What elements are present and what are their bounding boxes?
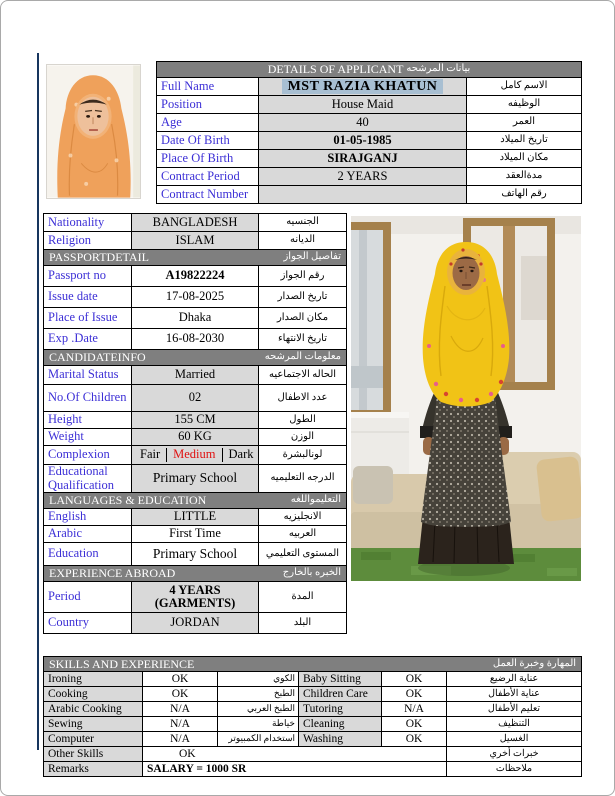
issue-date-label: Issue date <box>44 287 132 308</box>
passport-no-value: A19822224 <box>132 266 259 287</box>
issue-date-value: 17-08-2025 <box>132 287 259 308</box>
pob-label: Place Of Birth <box>157 150 259 168</box>
nationality-value: BANGLADESH <box>132 214 259 232</box>
sewing-value: N/A <box>143 717 218 732</box>
skills-title-ar: المهارة وخبرة العمل <box>492 657 577 669</box>
skills-and-experience-table <box>43 656 582 777</box>
education-level-value: Primary School <box>132 543 259 566</box>
place-of-issue-label-ar: مكان الصدار <box>259 308 347 329</box>
children-care-value: OK <box>382 687 447 702</box>
computer-label-ar: استخدام الكمبيوتر <box>218 732 299 747</box>
other-skills-value: OK <box>143 747 447 762</box>
contract-number-label-ar: رقم الهاتف <box>467 186 582 204</box>
complexion-label: Complexion <box>44 446 132 465</box>
children-care-label-ar: عناية الأطفال <box>447 687 582 702</box>
headshot-illustration <box>47 65 140 198</box>
complexion-option-medium-selected: Medium <box>166 448 221 462</box>
baby-sitting-label-ar: عناية الرضيع <box>447 672 582 687</box>
experience-section-header <box>44 566 347 582</box>
education-qualification-label: Educational Qualification <box>44 465 132 493</box>
age-label-ar: العمر <box>467 114 582 132</box>
cleaning-label: Cleaning <box>299 717 382 732</box>
passport-section-header <box>44 250 347 266</box>
full-name-label: Full Name <box>157 78 259 96</box>
candidate-title-ar: معلومات المرشحه <box>264 351 341 363</box>
arabic-cooking-label-ar: الطبخ العربي <box>218 702 299 717</box>
baby-sitting-value: OK <box>382 672 447 687</box>
languages-section-header <box>44 493 347 509</box>
remarks-label: Remarks <box>44 762 143 777</box>
religion-label: Religion <box>44 232 132 250</box>
passport-no-label-ar: رقم الجواز <box>259 266 347 287</box>
height-label-ar: الطول <box>259 412 347 429</box>
tutoring-label: Tutoring <box>299 702 382 717</box>
dob-label: Date Of Birth <box>157 132 259 150</box>
contract-number-label: Contract Number <box>157 186 259 204</box>
marital-status-value: Married <box>132 366 259 385</box>
position-value: House Maid <box>259 96 467 114</box>
candidate-section-header <box>44 350 347 366</box>
languages-title-en: LANGUAGES & EDUCATION <box>49 493 207 508</box>
exp-date-label: Exp .Date <box>44 329 132 350</box>
experience-title-en: EXPERIENCE ABROAD <box>49 566 176 581</box>
children-label: No.Of Children <box>44 385 132 412</box>
details-title-en: DETAILS OF APPLICANT <box>267 62 404 77</box>
children-label-ar: عدد الاطفال <box>259 385 347 412</box>
full-name-value-cell <box>259 78 467 96</box>
place-of-issue-value: Dhaka <box>132 308 259 329</box>
full-body-illustration <box>351 216 581 581</box>
left-margin-line <box>37 53 39 750</box>
ironing-value: OK <box>143 672 218 687</box>
contract-period-value: 2 YEARS <box>259 168 467 186</box>
applicant-full-body-photo <box>351 216 581 581</box>
other-skills-label: Other Skills <box>44 747 143 762</box>
sewing-label: Sewing <box>44 717 143 732</box>
passport-no-label: Passport no <box>44 266 132 287</box>
ironing-label: Ironing <box>44 672 143 687</box>
cooking-value: OK <box>143 687 218 702</box>
computer-label: Computer <box>44 732 143 747</box>
religion-label-ar: الديانه <box>259 232 347 250</box>
experience-title-ar: الخبره بالخارج <box>282 567 341 579</box>
skills-title-en: SKILLS AND EXPERIENCE <box>49 656 195 671</box>
education-level-label-ar: المستوى التعليمي <box>259 543 347 566</box>
candidate-title-en: CANDIDATEINFO <box>49 350 146 365</box>
other-skills-label-ar: خبرات أخري <box>447 747 582 762</box>
weight-label-ar: الوزن <box>259 429 347 446</box>
complexion-option-dark: Dark <box>222 448 259 462</box>
period-value: 4 YEARS (GARMENTS) <box>132 582 259 613</box>
arabic-cooking-label: Arabic Cooking <box>44 702 143 717</box>
english-value: LITTLE <box>132 509 259 526</box>
contract-period-label: Contract Period <box>157 168 259 186</box>
languages-title-ar: التعليمواللغه <box>290 494 341 506</box>
height-value: 155 CM <box>132 412 259 429</box>
computer-value: N/A <box>143 732 218 747</box>
exp-date-label-ar: تاريخ الانتهاء <box>259 329 347 350</box>
full-name-label-ar: الاسم كامل <box>467 78 582 96</box>
washing-label: Washing <box>299 732 382 747</box>
details-section-header <box>157 62 582 78</box>
pob-value: SIRAJGANJ <box>259 150 467 168</box>
position-label: Position <box>157 96 259 114</box>
place-of-issue-label: Place of Issue <box>44 308 132 329</box>
dob-label-ar: تاريخ الميلاد <box>467 132 582 150</box>
contract-number-value <box>259 186 467 204</box>
sewing-label-ar: خياطة <box>218 717 299 732</box>
washing-label-ar: الغسيل <box>447 732 582 747</box>
education-level-label: Education <box>44 543 132 566</box>
passport-title-en: PASSPORTDETAIL <box>49 250 149 265</box>
nationality-label-ar: الجنسيه <box>259 214 347 232</box>
country-label-ar: البلد <box>259 613 347 634</box>
marital-status-label-ar: الحاله الاجتماعيه <box>259 366 347 385</box>
contract-period-label-ar: مدةالعقد <box>467 168 582 186</box>
tutoring-label-ar: تعليم الأطفال <box>447 702 582 717</box>
ironing-label-ar: الكوي <box>218 672 299 687</box>
dob-value: 01-05-1985 <box>259 132 467 150</box>
tutoring-value: N/A <box>382 702 447 717</box>
period-label: Period <box>44 582 132 613</box>
country-value: JORDAN <box>132 613 259 634</box>
age-label: Age <box>157 114 259 132</box>
english-label: English <box>44 509 132 526</box>
nationality-label: Nationality <box>44 214 132 232</box>
country-label: Country <box>44 613 132 634</box>
age-value: 40 <box>259 114 467 132</box>
religion-value: ISLAM <box>132 232 259 250</box>
weight-value: 60 KG <box>132 429 259 446</box>
cooking-label: Cooking <box>44 687 143 702</box>
arabic-value: First Time <box>132 526 259 543</box>
complexion-value-cell <box>132 446 259 465</box>
arabic-label: Arabic <box>44 526 132 543</box>
arabic-label-ar: العربيه <box>259 526 347 543</box>
cooking-label-ar: الطبخ <box>218 687 299 702</box>
height-label: Height <box>44 412 132 429</box>
education-qualification-label-ar: الدرجه التعليميه <box>259 465 347 493</box>
arabic-cooking-value: N/A <box>143 702 218 717</box>
period-label-ar: المدة <box>259 582 347 613</box>
marital-status-label: Marital Status <box>44 366 132 385</box>
washing-value: OK <box>382 732 447 747</box>
applicant-info-table <box>43 213 347 634</box>
complexion-option-fair: Fair <box>140 447 161 462</box>
full-name-value: MST RAZIA KHATUN <box>282 79 444 94</box>
children-value: 02 <box>132 385 259 412</box>
cleaning-label-ar: التنظيف <box>447 717 582 732</box>
complexion-label-ar: لونالبشرة <box>259 446 347 465</box>
position-label-ar: الوظيفه <box>467 96 582 114</box>
details-of-applicant-table <box>156 61 582 204</box>
remarks-value: SALARY = 1000 SR <box>143 762 447 777</box>
weight-label: Weight <box>44 429 132 446</box>
remarks-label-ar: ملاحظات <box>447 762 582 777</box>
baby-sitting-label: Baby Sitting <box>299 672 382 687</box>
skills-section-header <box>44 657 582 672</box>
passport-title-ar: تفاصيل الجواز <box>283 251 341 263</box>
pob-label-ar: مكان الميلاد <box>467 150 582 168</box>
issue-date-label-ar: تاريخ الصدار <box>259 287 347 308</box>
children-care-label: Children Care <box>299 687 382 702</box>
details-title-ar: بيانات المرشحه <box>406 63 471 75</box>
exp-date-value: 16-08-2030 <box>132 329 259 350</box>
english-label-ar: الانجليزيه <box>259 509 347 526</box>
education-qualification-value: Primary School <box>132 465 259 493</box>
cleaning-value: OK <box>382 717 447 732</box>
applicant-headshot-photo <box>46 64 141 199</box>
